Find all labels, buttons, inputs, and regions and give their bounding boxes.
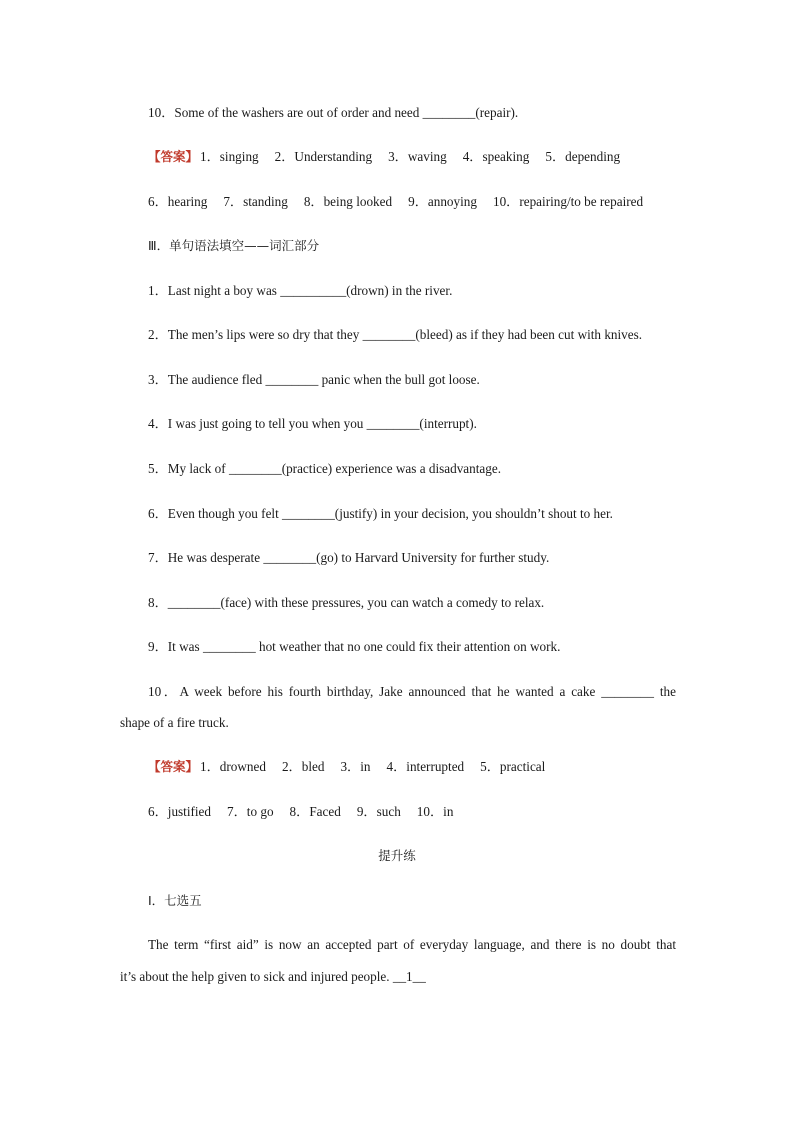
answer-item: 2．Understanding [274, 149, 373, 164]
question-5: 5．My lack of ________(practice) experience was a disadvantage. [148, 461, 501, 476]
answer-item: 2．bled [281, 759, 325, 774]
question-9: 9．It was ________ hot weather that no one could fix their attention on work. [148, 639, 561, 654]
question-7: 7．He was desperate ________(go) to Harvard University for further study. [148, 550, 550, 565]
answer-item: 6．justified [148, 804, 212, 819]
answer-item: 1．drowned [200, 759, 266, 774]
answer-item: 9．such [356, 804, 401, 819]
upgrade-title: 提升练 [378, 848, 416, 863]
answer-row-3 [148, 757, 676, 777]
answer-item: 5．depending [545, 149, 621, 164]
question-3: 3．The audience fled ________ panic when the bull got loose. [148, 372, 480, 387]
answer-item: 7．standing [223, 194, 288, 209]
answer-item: 8．being looked [303, 194, 393, 209]
answer-item: 9．annoying [408, 194, 477, 209]
question-6: 6．Even though you felt ________(justify) in your decision, you shouldn’t shout to her. [148, 506, 613, 521]
answer-item: 7．to go [227, 804, 274, 819]
question-8: 8．________(face) with these pressures, you can watch a comedy to relax. [148, 595, 545, 610]
section-1-title: Ⅰ．七选五 [148, 893, 202, 908]
answer-item: 4．speaking [462, 149, 530, 164]
question-10-line-2: shape of a fire truck. [120, 715, 229, 730]
answer-item: 3．waving [388, 149, 447, 164]
answer-row-4 [148, 802, 676, 822]
answer-row-2 [148, 192, 676, 212]
answer-item: 5．practical [480, 759, 546, 774]
question-4: 4．I was just going to tell you when you ________(interrupt). [148, 416, 477, 431]
answer-item: 3．in [340, 759, 371, 774]
passage-text: it’s about the help given to sick and injured people. [120, 969, 390, 984]
answer-tag: 【答案】 [148, 149, 199, 164]
passage-line-1: The term “first aid” is now an accepted part of everyday language, and there is no doubt that [148, 937, 676, 952]
answer-item: 10．in [416, 804, 454, 819]
section-3-title: Ⅲ．单句语法填空——词汇部分 [148, 238, 320, 253]
answer-item: 8．Faced [289, 804, 341, 819]
answer-row-1 [148, 147, 676, 167]
answer-item: 6．hearing [148, 194, 208, 209]
question-10-top: 10．Some of the washers are out of order and need ________(repair). [148, 105, 519, 120]
passage-blank: __1__ [392, 969, 426, 984]
question-2: 2．The men’s lips were so dry that they ________(bleed) as if they had been cut with knives. [148, 327, 643, 342]
answer-item: 1．singing [200, 149, 259, 164]
question-10-line-1: 10．A week before his fourth birthday, Jake announced that he wanted a cake ________ the [148, 684, 676, 699]
answer-tag: 【答案】 [148, 759, 199, 774]
answer-item: 10．repairing/to be repaired [492, 194, 644, 209]
answer-item: 4．interrupted [386, 759, 465, 774]
passage-line-2 [120, 967, 676, 987]
question-1: 1．Last night a boy was __________(drown) in the river. [148, 283, 453, 298]
